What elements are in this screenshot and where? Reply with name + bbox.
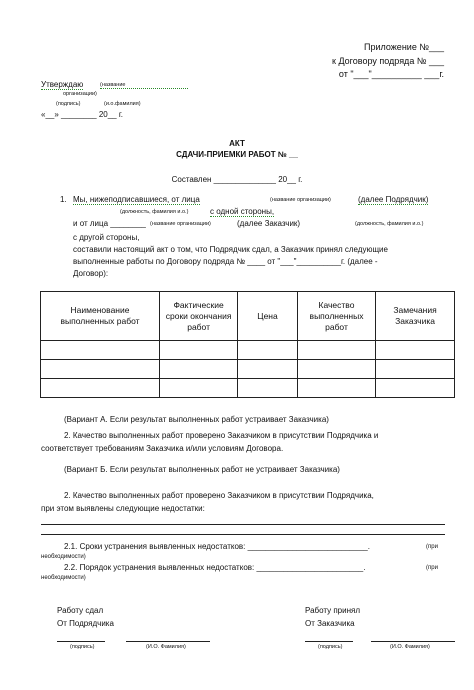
variant-a-title: (Вариант А. Если результат выполненных работ устраивает Заказчика): [64, 415, 329, 424]
para1-one-side: с одной стороны,: [210, 207, 275, 216]
para1-org-hint-2: (название организации): [150, 221, 211, 227]
approve-label: Утверждаю: [41, 80, 84, 89]
variant-a-line1: 2. Качество выполненных работ проверено Заказчиком в присутствии Подрядчика и: [64, 431, 379, 440]
table-header-cell: Фактические сроки окончания работ: [160, 292, 238, 341]
appendix-number: Приложение №___: [364, 42, 444, 52]
deadline-clause: 2.1. Сроки устранения выявленных недостатков: ___________________________.: [64, 542, 370, 551]
from-contractor-label: От Подрядчика: [57, 619, 114, 628]
para1-position-hint-2: (должность, фамилия и.о.): [355, 221, 424, 227]
doc-subtitle: СДАЧИ-ПРИЕМКИ РАБОТ № __: [176, 150, 298, 159]
customer-name-hint: (И.О. Фамилия): [390, 644, 430, 650]
approve-org-hint: (название: [100, 82, 188, 89]
procedure-hint: (при: [426, 565, 438, 571]
accepted-label: Работу принял: [305, 606, 361, 615]
contract-date: от "___"__________ ___г.: [338, 69, 444, 79]
table-header-row: [41, 292, 455, 341]
handed-over-label: Работу сдал: [57, 606, 104, 615]
compiled-date: Составлен ______________ 20__ г.: [171, 175, 303, 184]
approve-date: «__» ________ 20__ г.: [41, 110, 124, 119]
table-row: [41, 379, 455, 398]
customer-signature-line: [305, 641, 353, 642]
para1-line7: Договор):: [73, 269, 109, 278]
approve-signature-hint: (подпись): [56, 101, 81, 107]
variant-b-line2: при этом выявлены следующие недостатки:: [41, 504, 205, 513]
para1-line6: выполненные работы по Договору подряда № ____ от "___"__________г. (далее -: [73, 257, 378, 266]
procedure-hint-2: необходимости): [41, 575, 86, 581]
para-number: 1.: [60, 195, 67, 204]
para1-customer: (далее Заказчик): [237, 219, 301, 228]
variant-a-line2: соответствует требованиям Заказчика и/или условиям Договора.: [41, 444, 284, 453]
variant-b-line1: 2. Качество выполненных работ проверено Заказчиком в присутствии Подрядчика,: [64, 491, 374, 500]
table-header-cell: Качество выполненных работ: [297, 292, 375, 341]
from-customer-label: От Заказчика: [305, 619, 355, 628]
contractor-signature-hint: (подпись): [70, 644, 95, 650]
deadline-hint-2: необходимости): [41, 554, 86, 560]
customer-name-line: [371, 641, 455, 642]
contract-reference: к Договору подряда № ___: [332, 56, 444, 66]
contractor-name-hint: (И.О. Фамилия): [146, 644, 186, 650]
table-header-cell: Наименование выполненных работ: [41, 292, 160, 341]
table-row: [41, 360, 455, 379]
deadline-hint: (при: [426, 544, 438, 550]
table-row: [41, 341, 455, 360]
para1-line5: составили настоящий акт о том, что Подрядчик сдал, а Заказчик принял следующие: [73, 245, 388, 254]
defects-line: [41, 534, 445, 535]
table-header-cell: Цена: [238, 292, 298, 341]
para1-other-side: с другой стороны,: [73, 233, 140, 242]
para1-line3: и от лица ________: [73, 219, 146, 228]
para1-contractor: (далее Подрядчик): [358, 195, 429, 204]
variant-b-title: (Вариант Б. Если результат выполненных работ не устраивает Заказчика): [64, 465, 340, 474]
para1-org-hint: (название организации): [270, 197, 331, 203]
para1-line1: Мы, нижеподписавшиеся, от лица: [73, 195, 200, 204]
doc-title: АКТ: [229, 139, 245, 148]
defects-line: [41, 524, 445, 525]
approve-org-hint-2: организации): [63, 91, 97, 97]
contractor-name-line: [126, 641, 210, 642]
contractor-signature-line: [57, 641, 105, 642]
works-table: [40, 291, 455, 398]
customer-signature-hint: (подпись): [318, 644, 343, 650]
table-header-cell: Замечания Заказчика: [376, 292, 455, 341]
para1-position-hint: (должность, фамилия и.о.): [120, 209, 189, 215]
procedure-clause: 2.2. Порядок устранения выявленных недостатков: ________________________.: [64, 563, 366, 572]
approve-name-hint: (и.о.фамилия): [104, 101, 141, 107]
